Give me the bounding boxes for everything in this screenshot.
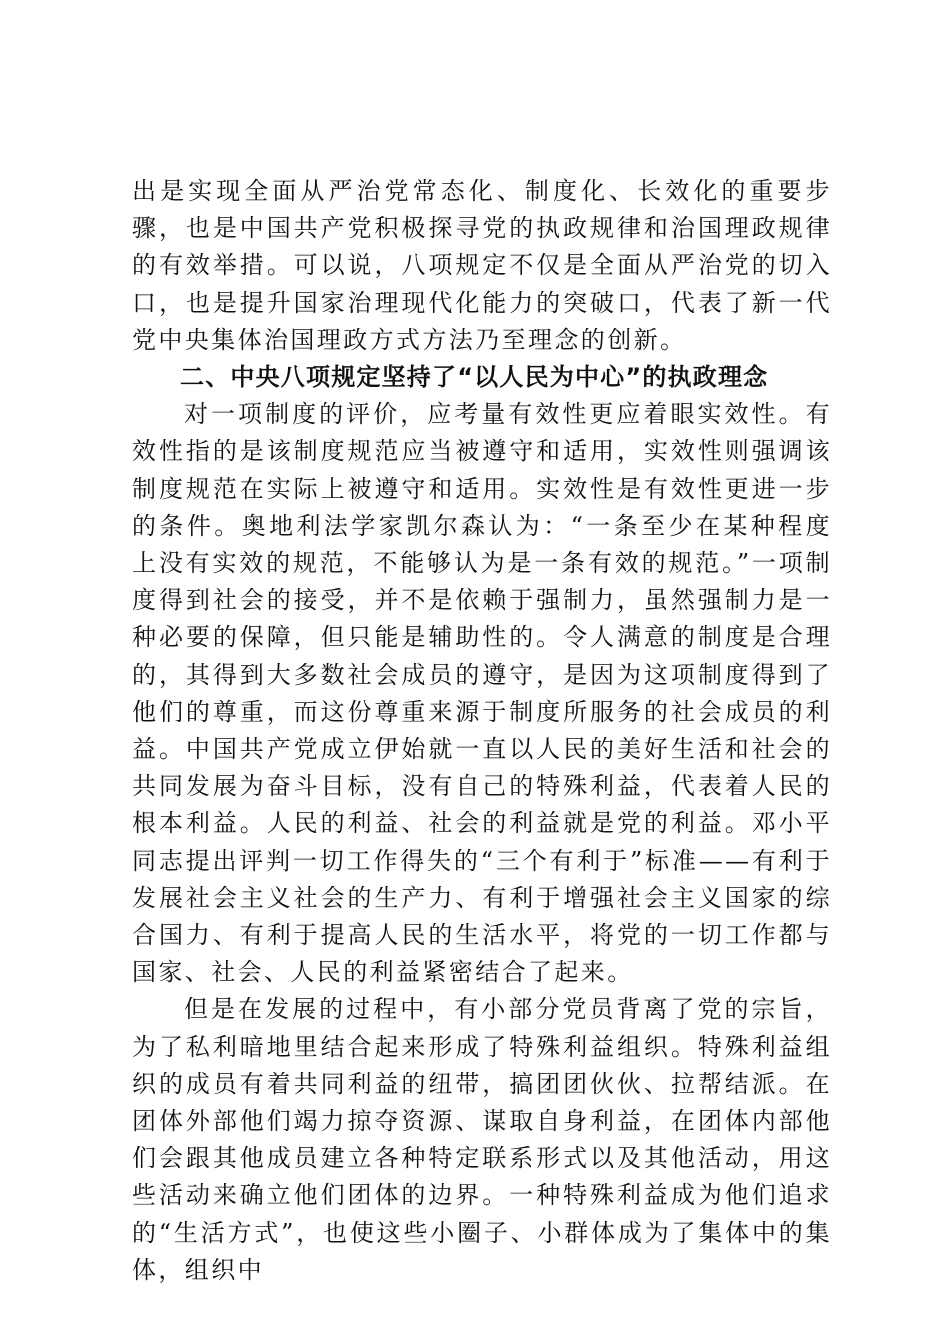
section-heading: 二、中央八项规定坚持了“以人民为中心”的执政理念 bbox=[180, 363, 769, 392]
body-paragraph-2: 但是在发展的过程中，有小部分党员背离了党的宗旨，为了私利暗地里结合起来形成了特殊利益组织。特殊利益组织的成员有着共同利益的纽带，搞团团伙伙、拉帮结派。在团体外部他们竭力掠夺资源、谋取自身利益，在团体内部他们会跟其他成员建立各种特定联系形式以及其他活动，用这些活动来确立他们团体的边界。一种特殊利益成为他们追求的“生活方式”，也使这些小圈子、小群体成为了集体中的集体，组织中 bbox=[132, 995, 832, 1284]
document-body bbox=[132, 173, 832, 1289]
body-paragraph-1: 对一项制度的评价，应考量有效性更应着眼实效性。有效性指的是该制度规范应当被遵守和适用，实效性则强调该制度规范在实际上被遵守和适用。实效性是有效性更进一步的条件。奥地利法学家凯尔森认为：“一条至少在某种程度上没有实效的规范，不能够认为是一条有效的规范。”一项制度得到社会的接受，并不是依赖于强制力，虽然强制力是一种必要的保障，但只能是辅助性的。令人满意的制度是合理的，其得到大多数社会成员的遵守，是因为这项制度得到了他们的尊重，而这份尊重来源于制度所服务的社会成员的利益。中国共产党成立伊始就一直以人民的美好生活和社会的共同发展为奋斗目标，没有自己的特殊利益，代表着人民的根本利益。人民的利益、社会的利益就是党的利益。邓小平同志提出评判一切工作得失的“三个有利于”标准——有利于发展社会主义社会的生产力、有利于增强社会主义国家的综合国力、有利于提高人民的生活水平，将党的一切工作都与国家、社会、人民的利益紧密结合了起来。 bbox=[132, 400, 832, 987]
continuation-paragraph: 出是实现全面从严治党常态化、制度化、长效化的重要步骤，也是中国共产党积极探寻党的执政规律和治国理政规律的有效举措。可以说，八项规定不仅是全面从严治党的切入口，也是提升国家治理现代化能力的突破口，代表了新一代党中央集体治国理政方式方法乃至理念的创新。 bbox=[132, 177, 832, 354]
